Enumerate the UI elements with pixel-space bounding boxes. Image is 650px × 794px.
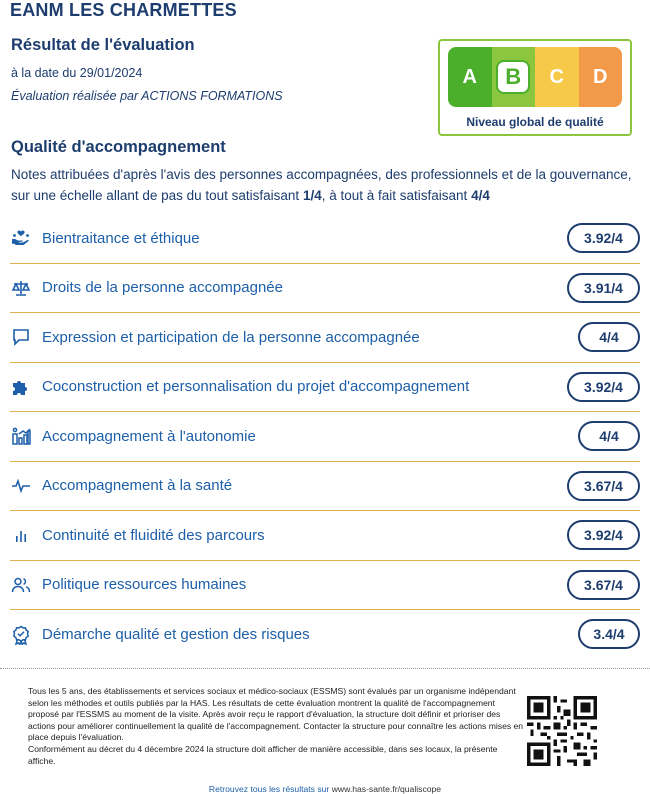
grade-a: A (448, 47, 492, 107)
criterion-row (10, 511, 640, 561)
scales-icon (10, 277, 32, 299)
criterion-label: Coconstruction et personnalisation du projet d'accompagnement (42, 378, 470, 396)
evaluation-date: à la date du 29/01/2024 (11, 66, 143, 80)
criterion-score: 3.92/4 (567, 520, 640, 550)
criterion-label: Démarche qualité et gestion des risques (42, 626, 310, 644)
criterion-row (10, 412, 640, 462)
criterion-score: 4/4 (578, 322, 640, 352)
criterion-score: 3.91/4 (567, 273, 640, 303)
criterion-label: Accompagnement à l'autonomie (42, 427, 256, 445)
criterion-label: Bientraitance et éthique (42, 229, 200, 247)
footer-link-url[interactable]: www.has-sante.fr/qualiscope (331, 784, 442, 794)
criterion-label: Accompagnement à la santé (42, 477, 233, 495)
footer-paragraph-2: Conformément au décret du 4 décembre 2024 la structure doit afficher de manière accessible, dans ses locaux, la présente affiche. (28, 743, 498, 766)
people-icon (10, 574, 32, 596)
establishment-name: EANM LES CHARMETTES (10, 0, 237, 20)
speech-bubble-icon (10, 326, 32, 348)
heartbeat-icon (10, 475, 32, 497)
criterion-label: Politique ressources humaines (42, 576, 247, 594)
footer-paragraph-1: Tous les 5 ans, des établissements et services sociaux et médico-sociaux (ESSMS) sont évalués par un organisme indépendant selon les méthodes et outils publiés par la HAS. Les résultats de cette évaluation montrent la qualité de l'accompagnement proposé par l'ESSMS au moment de la visite. Après avoir reçu le rapport d'évaluation, la structure doit définir et prioriser des actions pour améliorer continuellement la qualité de l'accompagnement. Contacter la structure pour connaître les actions mises en place depuis l'évaluation. (28, 686, 524, 743)
criterion-row (10, 462, 640, 512)
evaluator: Évaluation réalisée par ACTIONS FORMATIONS (11, 89, 283, 103)
grade-scale (448, 47, 622, 107)
criterion-score: 3.67/4 (567, 570, 640, 600)
criteria-list (10, 214, 640, 660)
criterion-row (10, 561, 640, 611)
puzzle-icon (10, 376, 32, 398)
criterion-label: Droits de la personne accompagnée (42, 279, 283, 297)
grade-c: C (535, 47, 579, 107)
criterion-row (10, 610, 640, 660)
criterion-label: Continuité et fluidité des parcours (42, 526, 265, 544)
criterion-score: 3.67/4 (567, 471, 640, 501)
quality-grade-badge (438, 39, 632, 136)
footer-notice (28, 686, 524, 767)
criterion-label: Expression et participation de la personne accompagnée (42, 328, 420, 346)
footer-link-label: Retrouvez tous les résultats sur (208, 784, 332, 794)
section-title: Qualité d'accompagnement (11, 138, 226, 156)
section-intro: Notes attribuées d'après l'avis des personnes accompagnées, des professionnels et de la gouvernance, sur une échelle allant de pas du tout satisfaisant 1/4, à tout à fait satisfaisant 4/4 (11, 167, 632, 203)
criterion-row (10, 363, 640, 413)
qr-code[interactable] (527, 696, 597, 766)
growth-chart-icon (10, 425, 32, 447)
criterion-row (10, 214, 640, 264)
criterion-row (10, 313, 640, 363)
criterion-score: 3.92/4 (567, 372, 640, 402)
bar-chart-icon (10, 524, 32, 546)
criterion-score: 3.4/4 (578, 619, 640, 649)
criterion-row (10, 264, 640, 314)
hands-heart-icon (10, 227, 32, 249)
grade-d: D (579, 47, 623, 107)
result-title: Résultat de l'évaluation (11, 36, 195, 54)
criterion-score: 4/4 (578, 421, 640, 451)
grade-label: Niveau global de qualité (466, 115, 604, 129)
quality-badge-icon (10, 624, 32, 646)
grade-b-selected: B (492, 47, 536, 107)
criterion-score: 3.92/4 (567, 223, 640, 253)
footer-divider (0, 668, 650, 669)
